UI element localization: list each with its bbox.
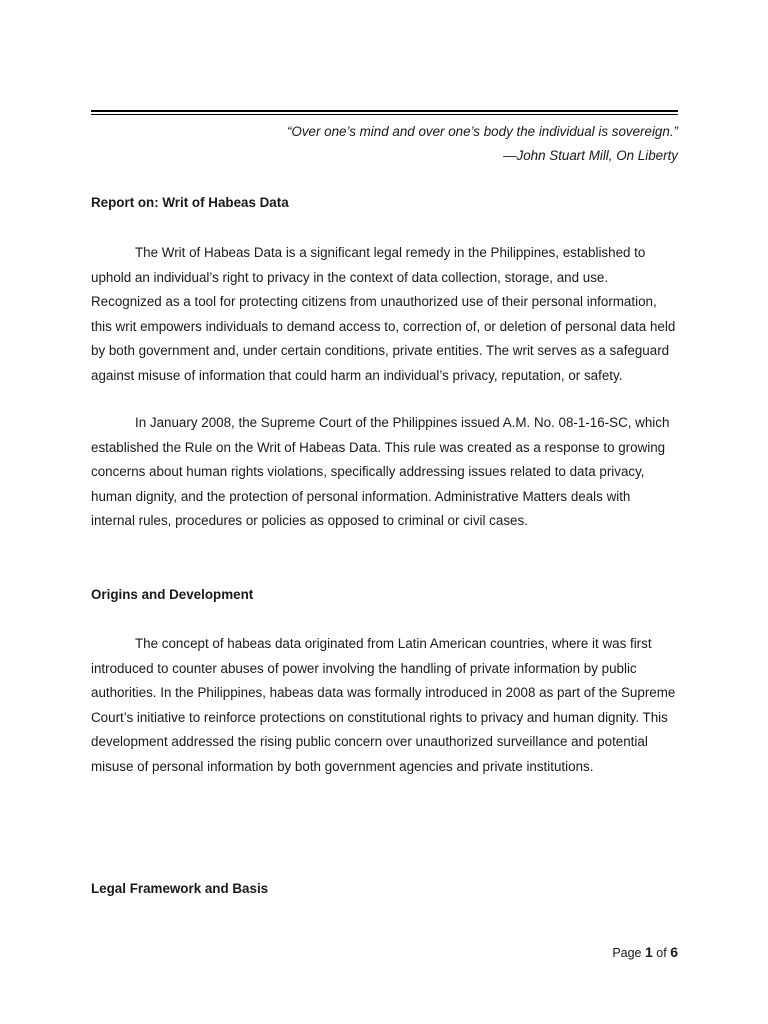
section-heading-origins: Origins and Development	[91, 587, 254, 602]
header-rule-thin	[91, 114, 678, 115]
report-title: Report on: Writ of Habeas Data	[91, 195, 289, 210]
total-pages-number: 6	[670, 944, 678, 960]
header-rule-thick	[91, 110, 678, 112]
epigraph-quote: “Over one’s mind and over one’s body the individual is sovereign.”	[286, 124, 678, 139]
page-footer	[612, 942, 678, 963]
intro-paragraph-1: The Writ of Habeas Data is a significant legal remedy in the Philippines, established to uphold an individual’s right to privacy in the context of data collection, storage, and use. Recognized as a tool for protecting citizens from unauthorized use of their personal information, this writ empowers individuals to demand access to, correction of, or deletion of personal data held by both government and, under certain conditions, private entities. The writ serves as a safeguard against misuse of information that could harm an individual’s privacy, reputation, or safety.	[91, 245, 676, 383]
current-page-number: 1	[645, 944, 653, 960]
page-label: Page	[612, 946, 642, 960]
origins-paragraph: The concept of habeas data originated from Latin American countries, where it was first introduced to counter abuses of power involving the handling of private information by public authorities. In the Philippines, habeas data was formally introduced in 2008 as part of the Supreme Court’s initiative to reinforce protections on constitutional rights to privacy and human dignity. This development addressed the rising public concern over unauthorized surveillance and potential misuse of personal information by both government agencies and private institutions.	[91, 636, 676, 774]
intro-paragraph-2: In January 2008, the Supreme Court of the Philippines issued A.M. No. 08-1-16-SC, which established the Rule on the Writ of Habeas Data. This rule was created as a response to growing concerns about human rights violations, specifically addressing issues related to data privacy, human dignity, and the protection of personal information. Administrative Matters deals with internal rules, procedures or policies as opposed to criminal or civil cases.	[91, 415, 670, 528]
section-heading-legal-framework: Legal Framework and Basis	[91, 881, 269, 896]
epigraph-attribution: —John Stuart Mill, On Liberty	[503, 148, 678, 163]
of-label: of	[656, 946, 667, 960]
